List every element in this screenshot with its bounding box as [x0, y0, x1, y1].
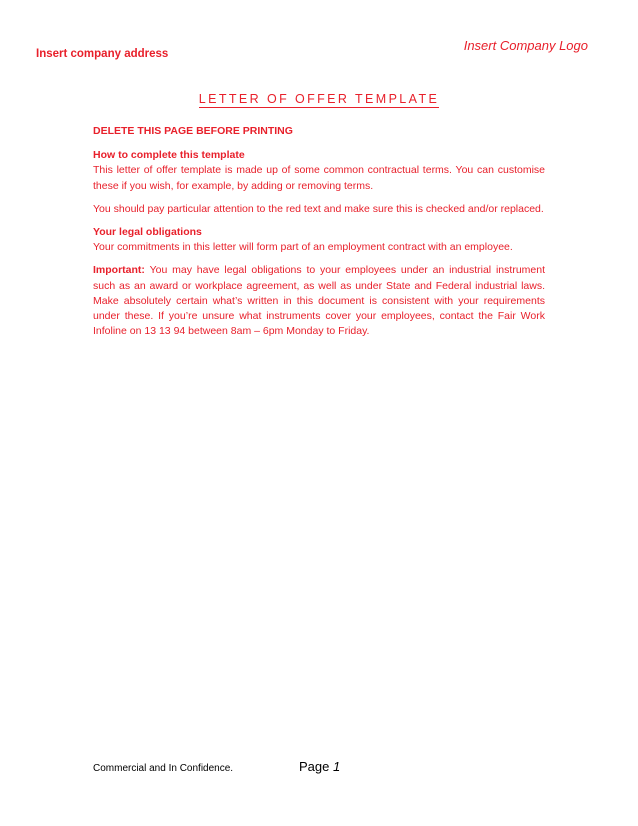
attention-paragraph: You should pay particular attention to the red text and make sure this is checked and/or replaced.	[93, 202, 544, 215]
how-to-paragraph	[93, 148, 545, 194]
legal-obligations-heading: Your legal obligations	[93, 226, 202, 239]
document-title-text: LETTER OF OFFER TEMPLATE	[198, 92, 440, 106]
legal-obligations-body: Your commitments in this letter will form part of an employment contract with an employee.	[93, 241, 513, 254]
page-number: 1	[333, 759, 341, 774]
important-label: Important:	[93, 264, 145, 277]
company-logo-placeholder: Insert Company Logo	[463, 38, 588, 53]
important-paragraph	[93, 263, 545, 339]
instructions-section	[93, 124, 545, 347]
document-title	[0, 92, 638, 106]
delete-page-note: DELETE THIS PAGE BEFORE PRINTING	[93, 125, 293, 137]
footer-confidentiality: Commercial and In Confidence.	[93, 763, 234, 774]
how-to-heading: How to complete this template	[93, 149, 245, 162]
company-address-placeholder: Insert company address	[36, 48, 169, 60]
how-to-body: This letter of offer template is made up of some common contractual terms. You can customise these if you wish, for example, by adding or removing terms.	[93, 164, 545, 192]
legal-obligations-paragraph	[93, 225, 545, 255]
important-body: You may have legal obligations to your employees under an industrial instrument such as an award or workplace agreement, as well as under State and Federal industrial laws. Make absolutely certain what’s written in this document is consistent with your requirements under these. If you’re unsure what instruments cover your employees, contact the Fair Work Infoline on 13 13 94 between 8am – 6pm Monday to Friday.	[93, 264, 545, 338]
page-label: Page	[299, 759, 330, 774]
footer-page-number	[299, 759, 340, 774]
